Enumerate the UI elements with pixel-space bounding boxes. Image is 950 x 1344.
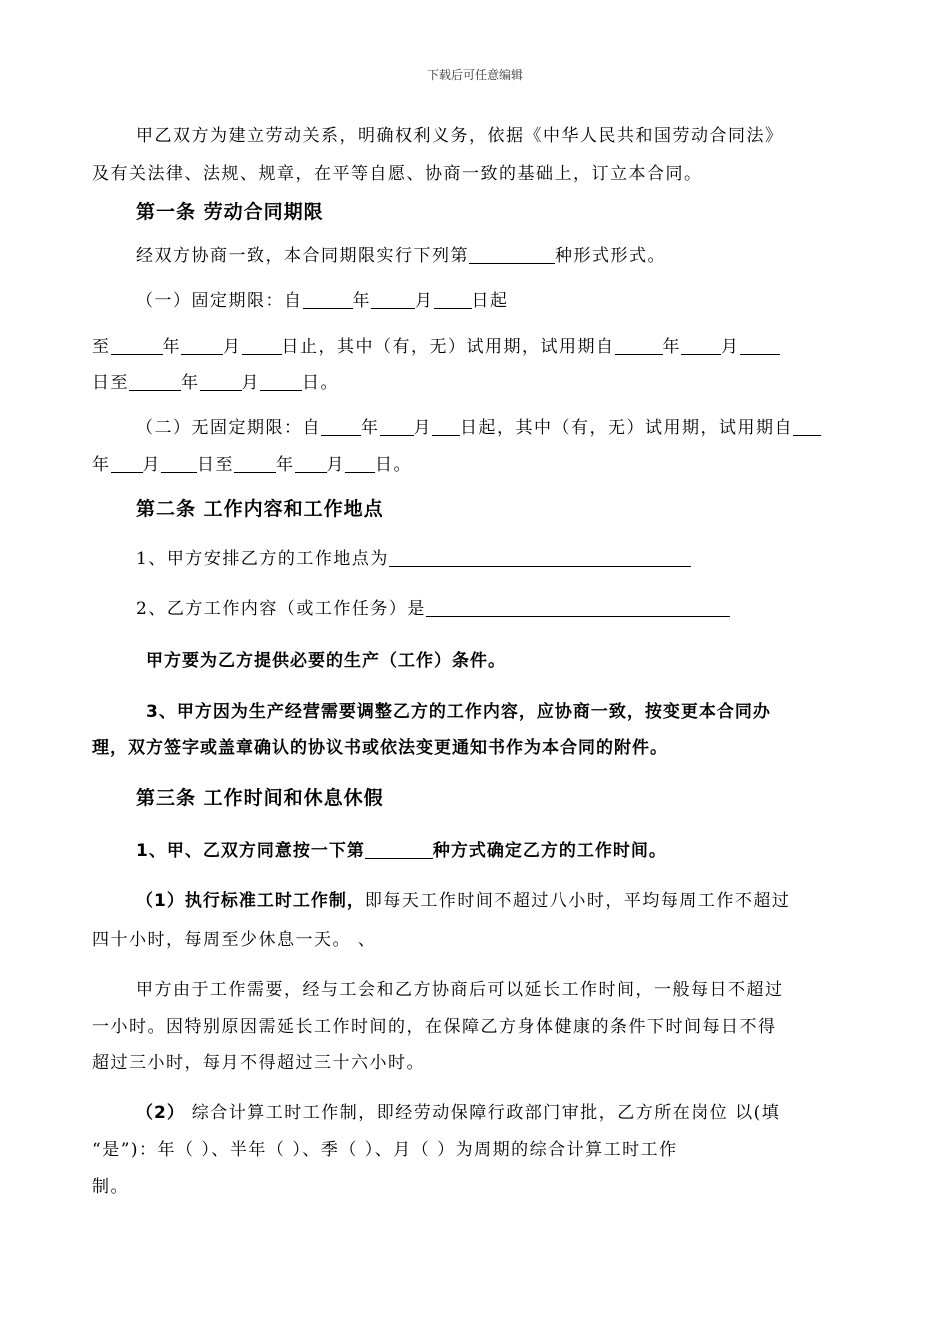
open-probation-end-year-blank[interactable] xyxy=(234,454,276,473)
open-term-line: （二）无固定期限：自 年 月 日起，其中（有，无）试用期，试用期自 xyxy=(136,416,821,440)
open-start-month-blank[interactable] xyxy=(380,417,414,436)
probation-end-day-blank[interactable] xyxy=(260,372,302,391)
overtime-line-2: 一小时。因特别原因需延长工作时间的，在保障乙方身体健康的条件下时间每日不得 xyxy=(92,1017,777,1037)
fixed-end-day-blank[interactable] xyxy=(242,336,282,355)
fixed-end-year-blank[interactable] xyxy=(111,336,163,355)
work-location-blank[interactable] xyxy=(389,548,691,567)
fixed-probation-end-line: 日至 年 月 日。 xyxy=(92,373,339,393)
overtime-line-1: 甲方由于工作需要，经与工会和乙方协商后可以延长工作时间，一般每日不超过 xyxy=(136,980,784,1000)
work-conditions-line: 甲方要为乙方提供必要的生产（工作）条件。 xyxy=(146,651,506,671)
article-3-heading: 第三条 工作时间和休息休假 xyxy=(136,787,384,809)
fixed-end-line: 至 年 月 日止，其中（有，无）试用期，试用期自 年 月 xyxy=(92,335,780,359)
fixed-start-month-blank[interactable] xyxy=(371,290,415,309)
open-probation-end-day-blank[interactable] xyxy=(345,454,375,473)
work-hours-method-blank[interactable] xyxy=(365,840,433,859)
open-probation-day-blank[interactable] xyxy=(161,454,197,473)
fixed-term-line: （一）固定期限：自 年 月 日起 xyxy=(136,291,509,311)
probation-start-day-blank[interactable] xyxy=(740,336,780,355)
open-probation-month-blank[interactable] xyxy=(111,454,143,473)
fixed-start-day-blank[interactable] xyxy=(434,290,472,309)
comprehensive-hours-line-1: （2） 综合计算工时工作制，即经劳动保障行政部门审批，乙方所在岗位 以(填 xyxy=(136,1103,781,1123)
standard-hours-line-1: （1）执行标准工时工作制，即每天工作时间不超过八小时，平均每周工作不超过 xyxy=(136,891,791,911)
work-location-line: 1、甲方安排乙方的工作地点为 xyxy=(136,547,691,571)
standard-hours-line-2: 四十小时，每周至少休息一天。 、 xyxy=(92,930,377,950)
work-change-line-2: 理，双方签字或盖章确认的协议书或依法变更通知书作为本合同的附件。 xyxy=(92,738,668,758)
open-start-day-blank[interactable] xyxy=(432,417,460,436)
article-2-heading: 第二条 工作内容和工作地点 xyxy=(136,498,384,520)
open-probation-line: 年 月 日至 年 月 日。 xyxy=(92,455,412,475)
probation-start-year-blank[interactable] xyxy=(615,336,663,355)
work-content-blank[interactable] xyxy=(426,598,730,617)
open-start-year-blank[interactable] xyxy=(321,417,361,436)
fixed-end-month-blank[interactable] xyxy=(181,336,223,355)
page-header-note: 下载后可任意编辑 xyxy=(426,68,523,82)
fixed-start-year-blank[interactable] xyxy=(303,290,353,309)
probation-end-year-blank[interactable] xyxy=(129,372,181,391)
intro-line-1: 甲乙双方为建立劳动关系，明确权利义务，依据《中华人民共和国劳动合同法》 xyxy=(136,126,784,146)
article-1-heading: 第一条 劳动合同期限 xyxy=(136,201,324,223)
intro-line-2: 及有关法律、法规、规章，在平等自愿、协商一致的基础上，订立本合同。 xyxy=(92,164,703,184)
probation-start-month-blank[interactable] xyxy=(681,336,721,355)
work-hours-method-line: 1、甲、乙双方同意按一下第 种方式确定乙方的工作时间。 xyxy=(136,841,667,861)
open-probation-year-blank[interactable] xyxy=(793,417,821,436)
work-content-line: 2、乙方工作内容（或工作任务）是 xyxy=(136,597,730,621)
probation-end-month-blank[interactable] xyxy=(200,372,242,391)
open-probation-end-month-blank[interactable] xyxy=(295,454,327,473)
comprehensive-hours-line-3: 制。 xyxy=(92,1177,129,1197)
work-change-line-1: 3、甲方因为生产经营需要调整乙方的工作内容，应协商一致，按变更本合同办 xyxy=(146,702,771,722)
term-type-blank[interactable] xyxy=(469,245,555,264)
term-type-line: 经双方协商一致，本合同期限实行下列第 种形式形式。 xyxy=(136,246,666,266)
comprehensive-hours-line-2: “是”)：年（ ）、半年（ ）、季（ ）、月（ ）为周期的综合计算工时工作 xyxy=(92,1140,678,1160)
overtime-line-3: 超过三小时，每月不得超过三十六小时。 xyxy=(92,1053,425,1073)
